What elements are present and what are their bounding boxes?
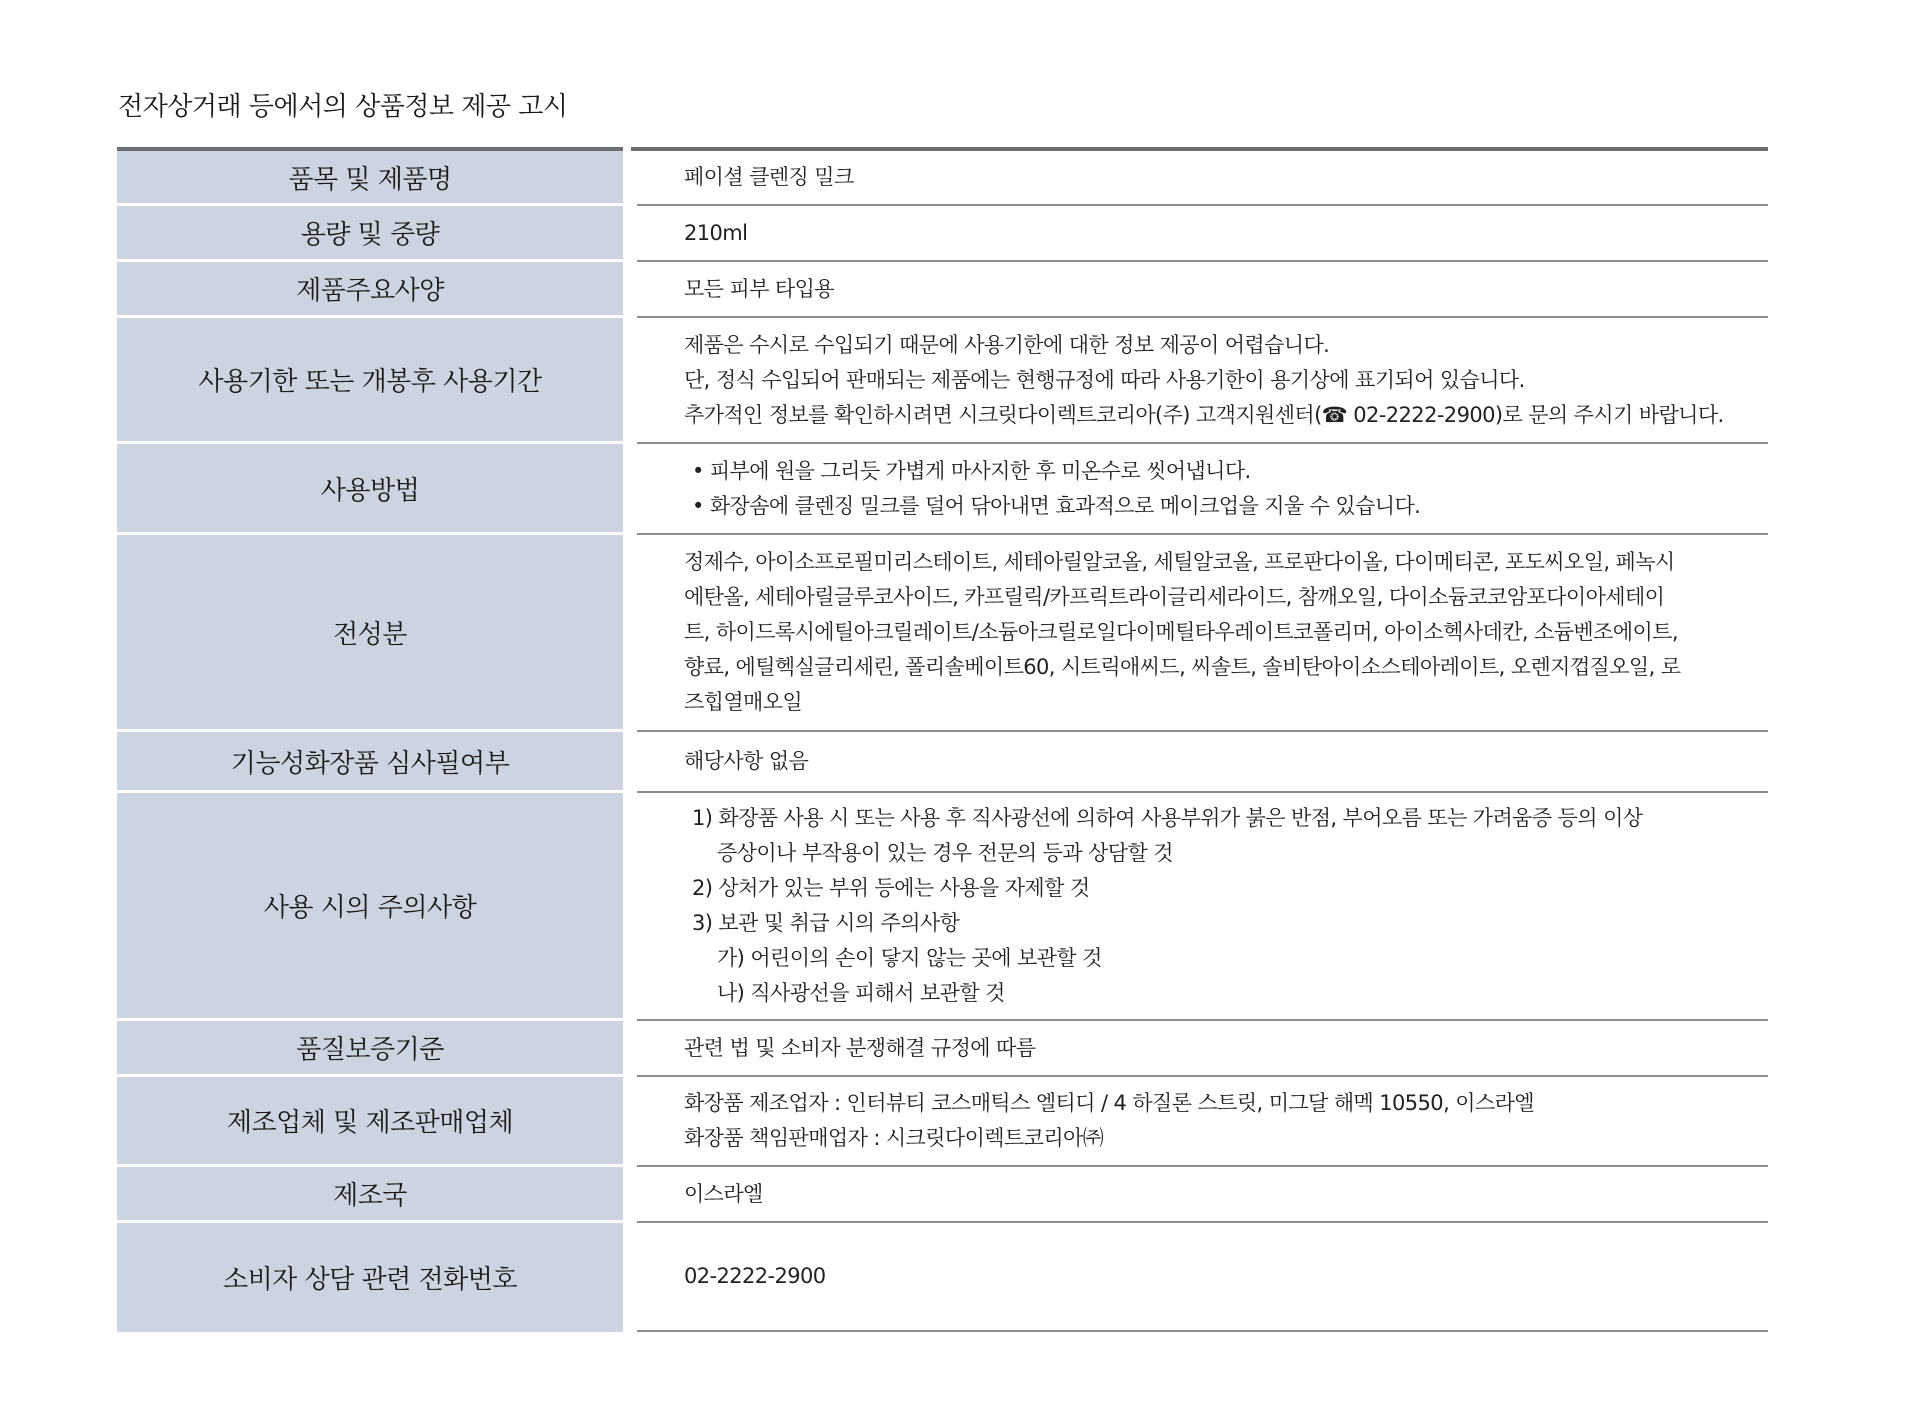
value-line: 해당사항 없음 xyxy=(684,749,809,773)
table-row-product-name xyxy=(117,151,1768,206)
table-row-country xyxy=(117,1167,1768,1223)
row-label: 제조업체 및 제조판매업체 xyxy=(117,1077,623,1167)
value-line: 나) 직사광선을 피해서 보관할 것 xyxy=(717,981,1005,1005)
row-value xyxy=(637,1167,1768,1223)
row-value xyxy=(637,444,1768,535)
value-line: 추가적인 정보를 확인하시려면 시크릿다이렉트코리아(주) 고객지원센터(☎ 02-2222-2900)로 문의 주시기 바랍니다. xyxy=(684,402,1724,427)
table-row-expiry xyxy=(117,318,1768,444)
page-title: 전자상거래 등에서의 상품정보 제공 고시 xyxy=(118,92,568,122)
value-line: 210ml xyxy=(684,220,748,245)
value-line: 에탄올, 세테아릴글루코사이드, 카프릴릭/카프릭트라이글리세라이드, 참깨오일, 다이소듐코코암포다이아세테이 xyxy=(684,585,1665,609)
row-value xyxy=(637,206,1768,262)
value-line: 증상이나 부작용이 있는 경우 전문의 등과 상담할 것 xyxy=(717,841,1173,865)
value-line: 모든 피부 타입용 xyxy=(684,276,834,301)
value-line: 즈힙열매오일 xyxy=(684,690,803,714)
table-row-ingredients xyxy=(117,535,1768,732)
value-line: 화장품 책임판매업자 : 시크릿다이렉트코리아㈜ xyxy=(684,1126,1104,1150)
table-row-volume xyxy=(117,206,1768,262)
value-line: 2) 상처가 있는 부위 등에는 사용을 자제할 것 xyxy=(692,876,1090,900)
row-label: 품질보증기준 xyxy=(117,1021,623,1077)
value-line: 관련 법 및 소비자 분쟁해결 규정에 따름 xyxy=(684,1035,1036,1060)
row-value xyxy=(637,318,1768,444)
value-line: 3) 보관 및 취급 시의 주의사항 xyxy=(692,911,960,935)
row-value xyxy=(637,1223,1768,1332)
row-value xyxy=(637,1077,1768,1167)
row-value xyxy=(637,262,1768,318)
row-value xyxy=(637,732,1768,793)
table-row-functional-review xyxy=(117,732,1768,793)
value-line: 단, 정식 수입되어 판매되는 제품에는 현행규정에 따라 사용기한이 용기상에 표기되어 있습니다. xyxy=(684,367,1525,392)
value-line: 제품은 수시로 수입되기 때문에 사용기한에 대한 정보 제공이 어렵습니다. xyxy=(684,332,1330,357)
row-value xyxy=(637,535,1768,732)
value-line: 향료, 에틸헥실글리세린, 폴리솔베이트60, 시트릭애씨드, 씨솔트, 솔비탄아이소스테아레이트, 오렌지껍질오일, 로 xyxy=(684,655,1681,679)
table-row-contact-phone xyxy=(117,1223,1768,1332)
row-label: 품목 및 제품명 xyxy=(117,151,623,206)
row-label: 전성분 xyxy=(117,535,623,732)
value-line: 화장품 제조업자 : 인터뷰티 코스매틱스 엘티디 / 4 하질론 스트릿, 미그달 해멕 10550, 이스라엘 xyxy=(684,1091,1534,1115)
row-value xyxy=(637,793,1768,1021)
value-line: 가) 어린이의 손이 닿지 않는 곳에 보관할 것 xyxy=(717,946,1102,970)
value-line: • 화장솜에 클렌징 밀크를 덜어 닦아내면 효과적으로 메이크업을 지울 수 있습니다. xyxy=(692,493,1421,518)
row-label: 소비자 상담 관련 전화번호 xyxy=(117,1223,623,1332)
value-line: 정제수, 아이소프로필미리스테이트, 세테아릴알코올, 세틸알코올, 프로판다이올, 다이메티콘, 포도씨오일, 페녹시 xyxy=(684,550,1675,574)
table-row-quality-standard xyxy=(117,1021,1768,1077)
row-label: 사용기한 또는 개봉후 사용기간 xyxy=(117,318,623,444)
row-value xyxy=(637,151,1768,206)
value-line: 02-2222-2900 xyxy=(684,1264,826,1288)
row-label: 사용 시의 주의사항 xyxy=(117,793,623,1021)
product-info-table xyxy=(117,147,1768,1332)
value-line: 이스라엘 xyxy=(684,1181,763,1206)
row-label: 용량 및 중량 xyxy=(117,206,623,262)
value-line: 트, 하이드록시에틸아크릴레이트/소듐아크릴로일다이메틸타우레이트코폴리머, 아이소헥사데칸, 소듐벤조에이트, xyxy=(684,620,1678,644)
value-line: 페이셜 클렌징 밀크 xyxy=(684,165,854,189)
row-label: 제품주요사양 xyxy=(117,262,623,318)
table-row-spec xyxy=(117,262,1768,318)
row-label: 사용방법 xyxy=(117,444,623,535)
row-value xyxy=(637,1021,1768,1077)
table-row-precautions xyxy=(117,793,1768,1021)
value-line: • 피부에 원을 그리듯 가볍게 마사지한 후 미온수로 씻어냅니다. xyxy=(692,458,1251,483)
row-label: 기능성화장품 심사필여부 xyxy=(117,732,623,793)
table-row-usage xyxy=(117,444,1768,535)
table-row-manufacturer xyxy=(117,1077,1768,1167)
row-label: 제조국 xyxy=(117,1167,623,1223)
value-line: 1) 화장품 사용 시 또는 사용 후 직사광선에 의하여 사용부위가 붉은 반점, 부어오름 또는 가려움증 등의 이상 xyxy=(692,806,1643,830)
